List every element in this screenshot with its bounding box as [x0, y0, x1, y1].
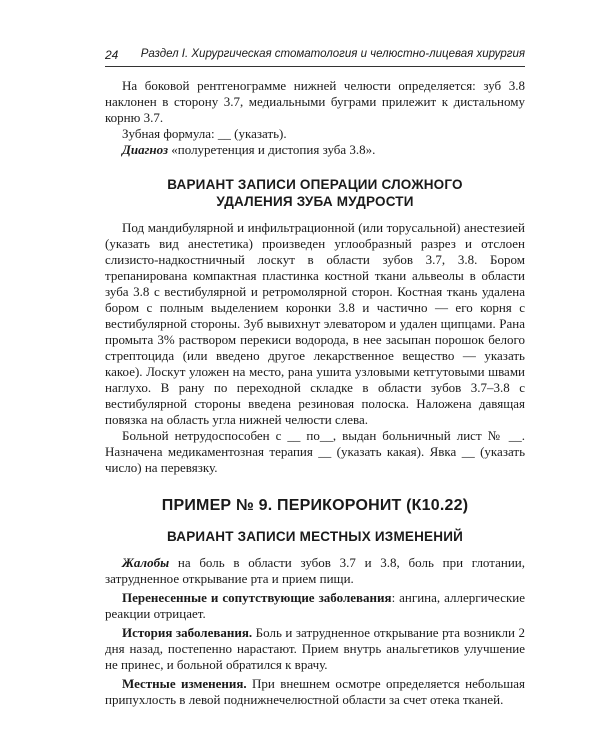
- intro-paragraph: На боковой рентгенограмме нижней челюсти определяется: зуб 3.8 наклонен в сторону 3.7, медиальными буграми прилежит к дистальному корню 3.7.: [105, 78, 525, 125]
- complaints-label: Жалобы: [122, 555, 170, 570]
- past-diseases-text: : ангина, аллергические реакции отрицает.: [105, 590, 526, 621]
- past-diseases-label: Перенесенные и сопутствующие заболевания: [122, 590, 392, 605]
- complaints-paragraph: [105, 555, 525, 587]
- page-number: 24: [105, 48, 119, 62]
- page-header: [105, 44, 525, 67]
- local-changes-paragraph: [105, 676, 525, 708]
- sick-leave-paragraph: Больной нетрудоспособен с __ по__, выдан больничный лист № __. Назначена медикаментозная терапия __ (указать какая). Явка __ (указать число) на перевязку.: [105, 428, 525, 475]
- history-label: История заболевания.: [122, 625, 253, 640]
- complaints-text: на боль в области зубов 3.7 и 3.8, боль при глотании, затрудненное открывание рта и прием пищи.: [105, 555, 525, 586]
- local-changes-text: При внешнем осмотре определяется небольшая припухлость в левой поднижнечелюстной области за счет отека тканей.: [105, 676, 525, 707]
- section-heading-operation: [105, 176, 525, 210]
- operation-paragraph: Под мандибулярной и инфильтрационной (или торусальной) анестезией (указать вид анестетика) произведен углообразный разрез и отслоен слизисто-надкостничный лоскут в области зубов 3.7, 3.8. Бором трепанирована компактная пластинка костной ткани альвеолы в области зуба 3.8 с вестибулярной и ретромолярной сторон. Костная ткань удалена бором с полным выделением коронки 3.8 и частично — его корня с вестибулярной стороны. Зуб вывихнут элеватором и удален щипцами. Рана промыта 3% раствором перекиси водорода, в нее засыпан порошок белого стрептоцида (или введено другое лекарственное вещество — указать какое). Лоскут уложен на место, рана ушита узловыми кетгутовыми швами наглухо. В рану по переходной складке в области зубов 3.7–3.8 с вестибулярной стороны введена резиновая полоска. Наложена давящая повязка на область угла нижней челюсти слева.: [105, 220, 525, 427]
- section-heading-line2: УДАЛЕНИЯ ЗУБА МУДРОСТИ: [216, 194, 414, 209]
- diagnosis-line: [105, 142, 525, 158]
- running-head: Раздел I. Хирургическая стоматология и челюстно-лицевая хирургия: [140, 48, 525, 60]
- section-heading-local-changes: ВАРИАНТ ЗАПИСИ МЕСТНЫХ ИЗМЕНЕНИЙ: [166, 529, 464, 544]
- diagnosis-label: Диагноз: [122, 142, 169, 157]
- page-body: [105, 78, 525, 708]
- history-paragraph: [105, 625, 525, 673]
- local-changes-label: Местные изменения.: [122, 676, 247, 691]
- section-heading-line1: ВАРИАНТ ЗАПИСИ ОПЕРАЦИИ СЛОЖНОГО: [167, 177, 463, 192]
- past-diseases-paragraph: [105, 590, 525, 622]
- diagnosis-text: «полуретенция и дистопия зуба 3.8».: [168, 142, 376, 157]
- history-text: Боль и затрудненное открывание рта возникли 2 дня назад, постепенно нарастают. Прием внутрь анальгетиков улучшение не принес, и больной обратился к врачу.: [105, 625, 525, 672]
- dental-formula-line: Зубная формула: __ (указать).: [122, 126, 287, 141]
- example-title: ПРИМЕР № 9. ПЕРИКОРОНИТ (К10.22): [161, 497, 469, 514]
